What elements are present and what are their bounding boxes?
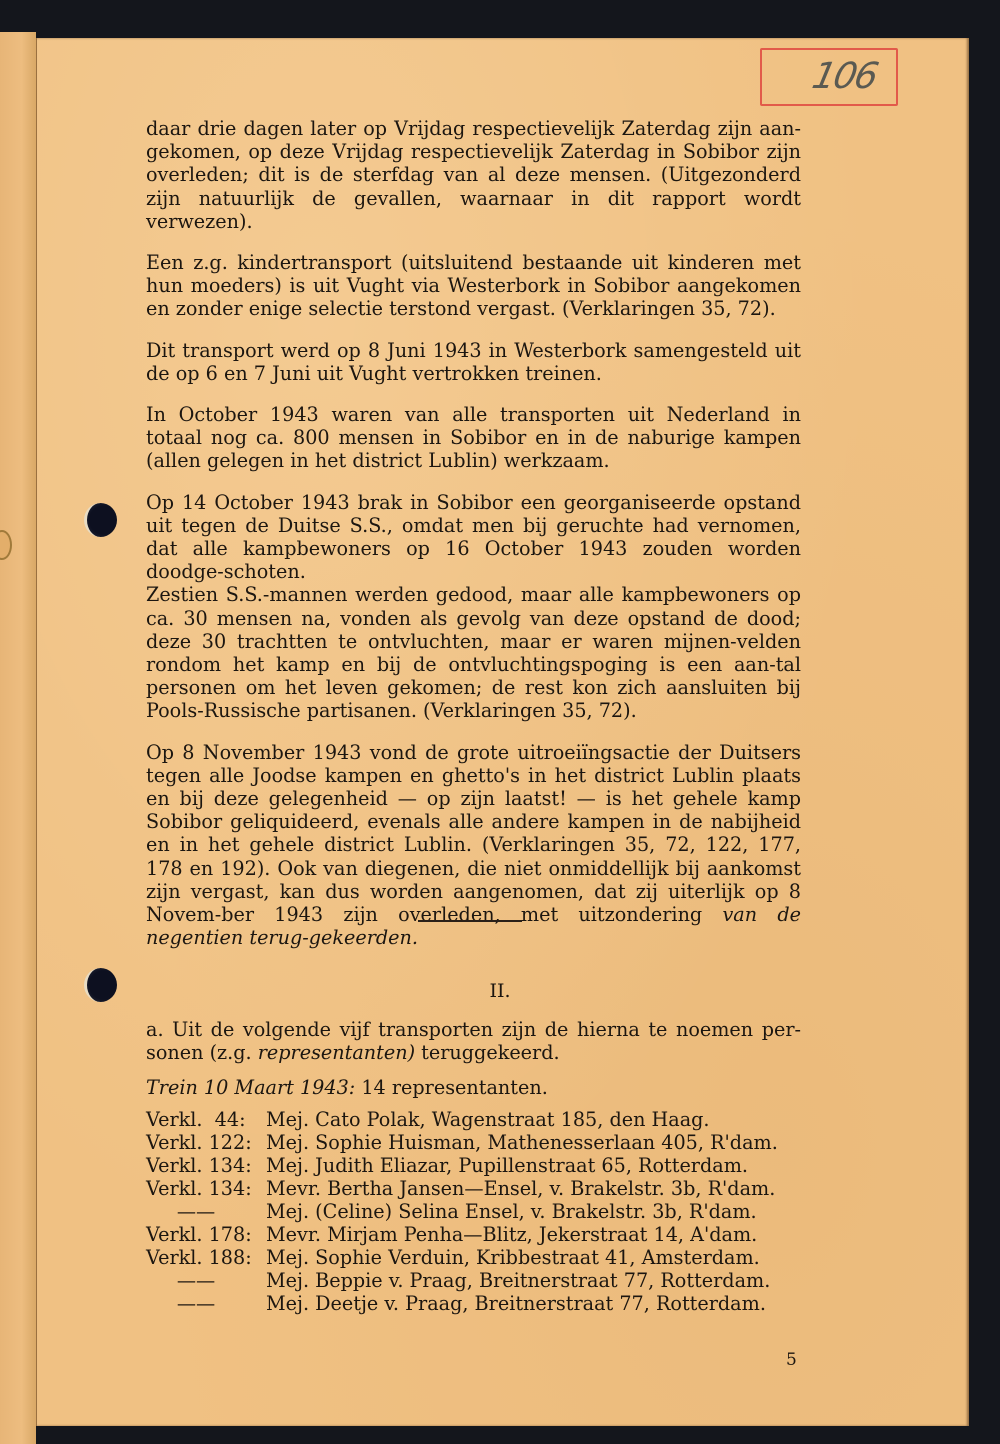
section-intro [146, 1018, 801, 1118]
train-count: 14 representanten. [355, 1076, 548, 1100]
person-entry: Mej. Deetje v. Praag, Breitnerstraat 77, Rotterdam. [266, 1292, 766, 1315]
declaration-ref: Verkl. 188: [146, 1246, 252, 1269]
list-item [146, 1292, 778, 1315]
body-text [146, 117, 801, 968]
person-entry: Mej. (Celine) Selina Ensel, v. Brakelstr. 3b, R'dam. [266, 1200, 757, 1223]
list-item [146, 1223, 778, 1246]
declaration-ref: Verkl. 44: [146, 1108, 246, 1131]
person-entry: Mej. Sophie Huisman, Mathenesserlaan 405, R'dam. [266, 1131, 778, 1154]
intro-paragraph [146, 1018, 801, 1064]
ditto-mark: —— [176, 1269, 216, 1292]
ditto-mark: —— [176, 1200, 216, 1223]
person-entry: Mej. Judith Eliazar, Pupillenstraat 65, Rotterdam. [266, 1154, 748, 1177]
person-entry: Mej. Sophie Verduin, Kribbestraat 41, Amsterdam. [266, 1246, 760, 1269]
previous-page-edge [0, 32, 36, 1444]
train-heading [146, 1076, 801, 1099]
paragraph-last [146, 741, 801, 950]
paragraph: daar drie dagen later op Vrijdag respectievelijk Zaterdag zijn aan-gekomen, op deze Vrijdag respectievelijk Zaterdag in Sobibor zijn overleden; dit is de sterfdag van al deze mensen. (Uitgezonderd zijn natuurlijk de gevallen, waarnaar in dit rapport wordt verwezen). [146, 117, 801, 233]
paragraph: Zestien S.S.-mannen werden gedood, maar alle kampbewoners op ca. 30 mensen na, vonden als gevolg van deze opstand de dood; deze 30 trachtten te ontvluchten, maar er waren mijnen-velden rondom het kamp en bij de ontvluchtingspoging is een aan-tal personen om het leven gekomen; de rest kon zich aansluiten bij Pools-Russische partisanen. (Verklaringen 35, 72). [146, 583, 801, 723]
declaration-ref: Verkl. 134: [146, 1177, 252, 1200]
list-item [146, 1131, 778, 1154]
paragraph: In October 1943 waren van alle transporten uit Nederland in totaal nog ca. 800 mensen in Sobibor en in de naburige kampen (allen gelegen in het district Lublin) werkzaam. [146, 403, 801, 473]
ditto-mark: —— [176, 1292, 216, 1315]
section-heading: II. [489, 980, 511, 1002]
representatives-list [146, 1108, 778, 1315]
list-item [146, 1200, 778, 1223]
punch-hole-top [84, 503, 117, 537]
stamp-number: 106 [808, 56, 881, 97]
list-item [146, 1108, 778, 1131]
declaration-ref: Verkl. 178: [146, 1223, 252, 1246]
intro-text-end: teruggekeerd. [415, 1041, 560, 1065]
page-number: 5 [786, 1350, 797, 1370]
person-entry: Mevr. Bertha Jansen—Ensel, v. Brakelstr. 3b, R'dam. [266, 1177, 776, 1200]
italic-phrase: van de negentien terug-gekeerden. [146, 903, 801, 950]
paragraph: Een z.g. kindertransport (uitsluitend bestaande uit kinderen met hun moeders) is uit Vught via Westerbork in Sobibor aangekomen en zonder enige selectie terstond vergast. (Verklaringen 35, 72). [146, 251, 801, 321]
list-item [146, 1177, 778, 1200]
intro-text: a. Uit de volgende vijf transporten zijn de hierna te noemen per-sonen (z.g. [146, 1018, 801, 1065]
train-date: Trein 10 Maart 1943: [146, 1076, 356, 1100]
person-entry: Mej. Beppie v. Praag, Breitnerstraat 77, Rotterdam. [266, 1269, 771, 1292]
person-entry: Mej. Cato Polak, Wagenstraat 185, den Haag. [266, 1108, 710, 1131]
section-divider [418, 920, 522, 922]
list-item [146, 1154, 778, 1177]
punch-hole-partial [0, 530, 12, 560]
archive-stamp [760, 48, 898, 106]
declaration-ref: Verkl. 134: [146, 1154, 252, 1177]
paragraph-text: Op 8 November 1943 vond de grote uitroeiïngsactie der Duitsers tegen alle Joodse kampen en ghetto's in het district Lublin plaats en bij deze gelegenheid — op zijn laatst! — is het gehele kamp Sobibor geliquideerd, evenals alle andere kampen in de nabijheid en in het gehele district Lublin. (Verklaringen 35, 72, 122, 177, 178 en 192). Ook van diegenen, die niet onmiddellijk bij aankomst zijn vergast, kan dus worden aangenomen, dat zij uiterlijk op 8 Novem-ber 1943 zijn overleden, met uitzondering [146, 740, 801, 927]
list-item [146, 1246, 778, 1269]
declaration-ref: Verkl. 122: [146, 1131, 252, 1154]
person-entry: Mevr. Mirjam Penha—Blitz, Jekerstraat 14, A'dam. [266, 1223, 758, 1246]
paragraph: Op 14 October 1943 brak in Sobibor een georganiseerde opstand uit tegen de Duitse S.S., omdat men bij geruchte had vernomen, dat alle kampbewoners op 16 October 1943 zouden worden doodge-schoten. [146, 490, 801, 584]
list-item [146, 1269, 778, 1292]
paragraph: Dit transport werd op 8 Juni 1943 in Westerbork samengesteld uit de op 6 en 7 Juni uit Vught vertrokken treinen. [146, 338, 801, 385]
intro-italic: representanten) [257, 1041, 416, 1065]
